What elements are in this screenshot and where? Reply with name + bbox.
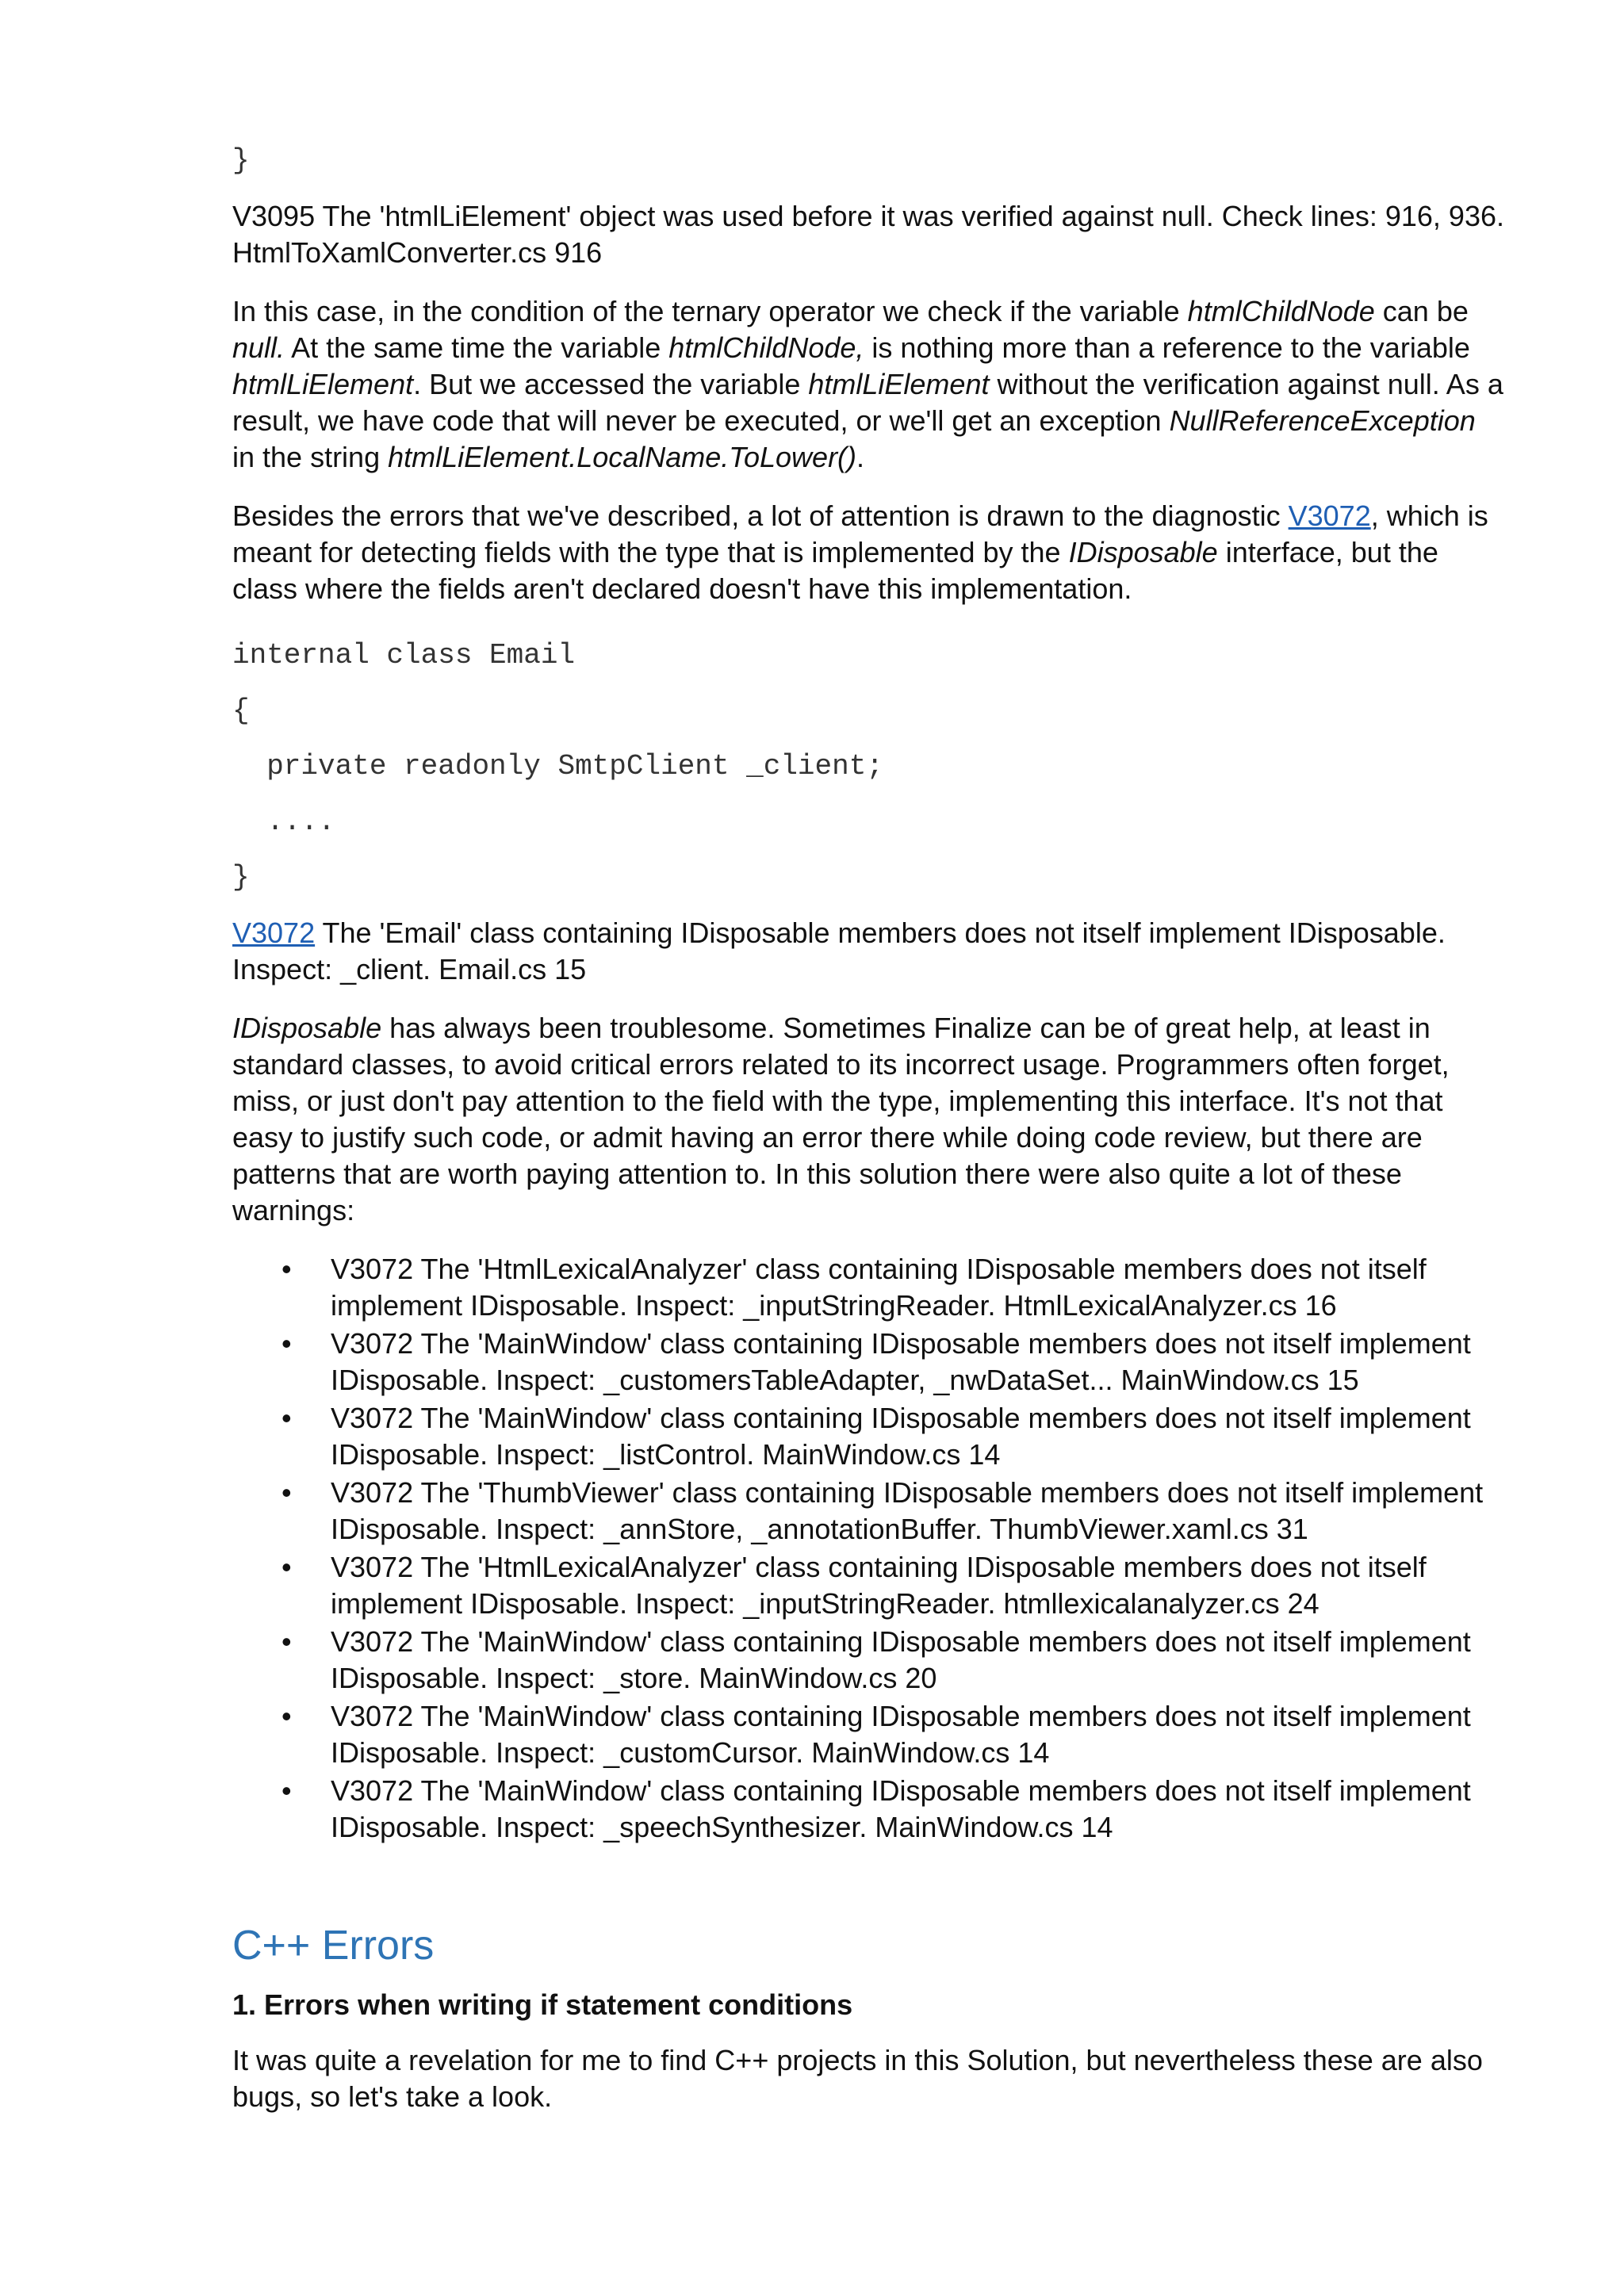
- list-item: • V3072 The 'MainWindow' class containing IDisposable members does not itself implement IDisposable. Inspect: _customCursor. MainWindow.cs 14: [232, 1698, 1509, 1771]
- subheading: 1. Errors when writing if statement conditions: [232, 1988, 853, 2021]
- v3072-link[interactable]: V3072: [232, 916, 316, 949]
- var-htmllielement-2: htmlLiElement: [808, 368, 990, 400]
- idisposable-term: IDisposable: [232, 1012, 382, 1044]
- code-block: [232, 628, 1509, 905]
- list-item: • V3072 The 'ThumbViewer' class containing IDisposable members does not itself implement IDisposable. Inspect: _annStore, _annotationBuffer. ThumbViewer.xaml.cs 31: [232, 1475, 1509, 1548]
- list-item: • V3072 The 'MainWindow' class containing IDisposable members does not itself implement IDisposable. Inspect: _customersTableAdapter, _nwDataSet... MainWindow.cs 15: [232, 1326, 1509, 1399]
- var-htmlchildnode-2: htmlChildNode,: [668, 331, 864, 364]
- code-line: {: [232, 695, 250, 727]
- exception-name: NullReferenceException: [1169, 404, 1476, 437]
- document-page: [232, 143, 1509, 2115]
- v3095-line1: V3095 The 'htmlLiElement' object was used before it was verified against null. Check lines: 916, 936.: [232, 200, 1504, 232]
- code-line: ....: [232, 806, 335, 838]
- warnings-list: [232, 1251, 1509, 1846]
- list-item: • V3072 The 'MainWindow' class containing IDisposable members does not itself implement IDisposable. Inspect: _store. MainWindow.cs 20: [232, 1624, 1509, 1697]
- list-item: • V3072 The 'HtmlLexicalAnalyzer' class containing IDisposable members does not itself implement IDisposable. Inspect: _inputStringReader. HtmlLexicalAnalyzer.cs 16: [232, 1251, 1509, 1324]
- list-item: • V3072 The 'MainWindow' class containing IDisposable members does not itself implement IDisposable. Inspect: _speechSynthesizer. MainWindow.cs 14: [232, 1773, 1509, 1846]
- code-line: private readonly SmtpClient _client;: [232, 750, 883, 783]
- list-item: • V3072 The 'MainWindow' class containing IDisposable members does not itself implement IDisposable. Inspect: _listControl. MainWindow.cs 14: [232, 1400, 1509, 1473]
- code-line: }: [232, 861, 250, 894]
- v3095-warning: [232, 198, 1509, 271]
- var-htmlchildnode: htmlChildNode: [1187, 295, 1375, 327]
- idisposable-paragraph: IDisposable has always been troublesome. Sometimes Finalize can be of great help, at least in standard classes, to avoid critical errors related to its incorrect usage. Programmers often forget, miss, or just don't pay attention to the field with the type, implementing this interface. It's not that easy to justify such code, or admit having an error there while doing code review, but there are patterns that are worth paying attention to. In this solution there were also quite a lot of these warnings:: [232, 1012, 1450, 1226]
- idisposable-term: IDisposable: [1068, 536, 1218, 568]
- besides-paragraph: Besides the errors that we've described, a lot of attention is drawn to the diagnostic V3072, which is meant for detecting fields with the type that is implemented by the IDisposable interface, but the class where the fields aren't declared doesn't have this implementation.: [232, 499, 1488, 605]
- closing-brace: }: [232, 144, 250, 177]
- section-heading: C++ Errors: [232, 1923, 435, 1969]
- v3072-link[interactable]: V3072: [1288, 499, 1371, 532]
- explanation-paragraph: In this case, in the condition of the ternary operator we check if the variable htmlChildNode can be null. At the same time the variable htmlChildNode, is nothing more than a reference to the variable htmlLiElement. But we accessed the variable htmlLiElement without the verification against null. As a result, we have code that will never be executed, or we'll get an exception NullReferenceException in the string htmlLiElement.LocalName.ToLower().: [232, 295, 1503, 473]
- code-line: internal class Email: [232, 639, 576, 672]
- cpp-intro-paragraph: It was quite a revelation for me to find C++ projects in this Solution, but nevertheless these are also bugs, so let's take a look.: [232, 2044, 1483, 2113]
- v3095-line2: HtmlToXamlConverter.cs 916: [232, 236, 603, 269]
- list-item: • V3072 The 'HtmlLexicalAnalyzer' class containing IDisposable members does not itself implement IDisposable. Inspect: _inputStringReader. htmllexicalanalyzer.cs 24: [232, 1549, 1509, 1622]
- expression-tolower: htmlLiElement.LocalName.ToLower(): [388, 441, 857, 473]
- v3072-email-warning: V3072 The 'Email' class containing IDisposable members does not itself implement IDisposable. Inspect: _client. Email.cs 15: [232, 916, 1446, 985]
- var-htmllielement: htmlLiElement: [232, 368, 414, 400]
- null-keyword: null.: [232, 331, 285, 364]
